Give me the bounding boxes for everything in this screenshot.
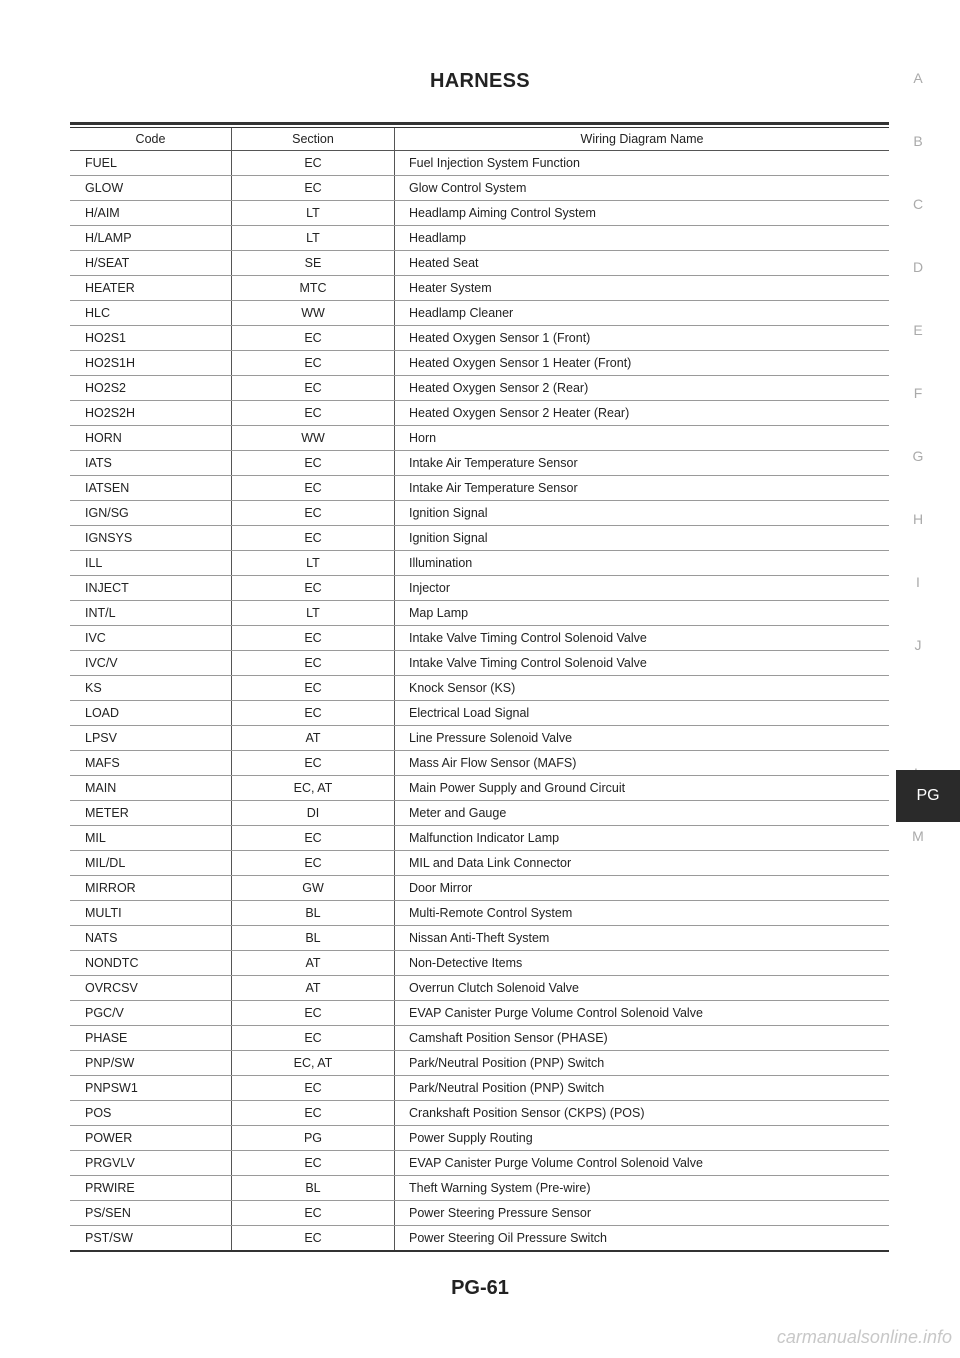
table-row <box>70 326 889 351</box>
cell-wiring-diagram-name: Theft Warning System (Pre-wire) <box>395 1176 890 1201</box>
cell-code: HO2S2H <box>70 401 232 426</box>
table-row <box>70 151 889 176</box>
cell-code: PNP/SW <box>70 1051 232 1076</box>
cell-wiring-diagram-name: Heated Oxygen Sensor 1 (Front) <box>395 326 890 351</box>
cell-section: EC <box>232 1151 395 1176</box>
cell-code: IVC <box>70 626 232 651</box>
cell-section: MTC <box>232 276 395 301</box>
cell-wiring-diagram-name: Line Pressure Solenoid Valve <box>395 726 890 751</box>
section-tab-e[interactable]: E <box>913 322 923 338</box>
section-tab-d[interactable]: D <box>912 259 924 275</box>
section-tab-i[interactable]: I <box>916 574 920 590</box>
cell-section: AT <box>232 951 395 976</box>
table-row <box>70 551 889 576</box>
cell-wiring-diagram-name: Injector <box>395 576 890 601</box>
cell-wiring-diagram-name: Horn <box>395 426 890 451</box>
harness-table <box>70 122 889 1252</box>
table-row <box>70 626 889 651</box>
cell-code: MAFS <box>70 751 232 776</box>
table-row <box>70 826 889 851</box>
table-row <box>70 226 889 251</box>
cell-wiring-diagram-name: EVAP Canister Purge Volume Control Solenoid Valve <box>395 1001 890 1026</box>
table-row <box>70 476 889 501</box>
cell-code: INT/L <box>70 601 232 626</box>
header-code: Code <box>70 128 232 151</box>
page-title: HARNESS <box>430 70 530 92</box>
cell-code: LOAD <box>70 701 232 726</box>
table-row <box>70 1226 889 1252</box>
cell-wiring-diagram-name: Mass Air Flow Sensor (MAFS) <box>395 751 890 776</box>
table-header-row <box>70 128 889 151</box>
cell-code: LPSV <box>70 726 232 751</box>
cell-wiring-diagram-name: Power Steering Oil Pressure Switch <box>395 1226 890 1252</box>
cell-wiring-diagram-name: Ignition Signal <box>395 501 890 526</box>
cell-code: IATS <box>70 451 232 476</box>
cell-wiring-diagram-name: Headlamp Cleaner <box>395 301 890 326</box>
table-row <box>70 276 889 301</box>
cell-wiring-diagram-name: Knock Sensor (KS) <box>395 676 890 701</box>
cell-code: H/LAMP <box>70 226 232 251</box>
cell-section: WW <box>232 426 395 451</box>
cell-wiring-diagram-name: Nissan Anti-Theft System <box>395 926 890 951</box>
cell-section: BL <box>232 901 395 926</box>
table-row <box>70 876 889 901</box>
cell-code: HO2S1H <box>70 351 232 376</box>
section-tab-active[interactable]: PG <box>896 770 960 822</box>
table-row <box>70 1201 889 1226</box>
watermark: carmanualsonline.info <box>776 1327 952 1347</box>
cell-section: PG <box>232 1126 395 1151</box>
cell-code: HLC <box>70 301 232 326</box>
cell-section: EC <box>232 676 395 701</box>
cell-section: EC <box>232 526 395 551</box>
cell-section: EC <box>232 176 395 201</box>
section-tab-j[interactable]: J <box>914 637 922 653</box>
cell-section: BL <box>232 1176 395 1201</box>
table-row <box>70 926 889 951</box>
table-row <box>70 726 889 751</box>
cell-code: MULTI <box>70 901 232 926</box>
section-tab-m[interactable]: M <box>912 828 924 844</box>
cell-code: GLOW <box>70 176 232 201</box>
cell-code: METER <box>70 801 232 826</box>
cell-section: EC <box>232 151 395 176</box>
table-row <box>70 451 889 476</box>
cell-wiring-diagram-name: Main Power Supply and Ground Circuit <box>395 776 890 801</box>
table-row <box>70 501 889 526</box>
table-row <box>70 701 889 726</box>
cell-section: SE <box>232 251 395 276</box>
cell-section: EC <box>232 626 395 651</box>
cell-section: EC <box>232 1001 395 1026</box>
cell-code: H/SEAT <box>70 251 232 276</box>
cell-code: HORN <box>70 426 232 451</box>
cell-section: EC, AT <box>232 1051 395 1076</box>
cell-section: AT <box>232 976 395 1001</box>
cell-wiring-diagram-name: Non-Detective Items <box>395 951 890 976</box>
table-row <box>70 426 889 451</box>
cell-wiring-diagram-name: Heater System <box>395 276 890 301</box>
cell-code: PRGVLV <box>70 1151 232 1176</box>
section-tab-c[interactable]: C <box>912 196 924 212</box>
cell-wiring-diagram-name: Park/Neutral Position (PNP) Switch <box>395 1051 890 1076</box>
table-row <box>70 1076 889 1101</box>
table-row <box>70 1001 889 1026</box>
table-row <box>70 1126 889 1151</box>
cell-wiring-diagram-name: Headlamp Aiming Control System <box>395 201 890 226</box>
cell-section: BL <box>232 926 395 951</box>
cell-wiring-diagram-name: Overrun Clutch Solenoid Valve <box>395 976 890 1001</box>
table-row <box>70 801 889 826</box>
cell-code: MIRROR <box>70 876 232 901</box>
cell-wiring-diagram-name: Camshaft Position Sensor (PHASE) <box>395 1026 890 1051</box>
cell-code: IGN/SG <box>70 501 232 526</box>
cell-wiring-diagram-name: Intake Air Temperature Sensor <box>395 451 890 476</box>
section-tab-g[interactable]: G <box>912 448 924 464</box>
cell-section: EC <box>232 401 395 426</box>
section-tab-f[interactable]: F <box>913 385 923 401</box>
cell-code: PS/SEN <box>70 1201 232 1226</box>
table-row <box>70 976 889 1001</box>
cell-code: PST/SW <box>70 1226 232 1252</box>
cell-section: EC <box>232 376 395 401</box>
cell-section: DI <box>232 801 395 826</box>
cell-code: FUEL <box>70 151 232 176</box>
cell-code: PNPSW1 <box>70 1076 232 1101</box>
cell-code: PHASE <box>70 1026 232 1051</box>
cell-section: EC <box>232 1076 395 1101</box>
table-row <box>70 576 889 601</box>
cell-code: HO2S2 <box>70 376 232 401</box>
table-row <box>70 351 889 376</box>
cell-section: EC <box>232 501 395 526</box>
cell-wiring-diagram-name: Headlamp <box>395 226 890 251</box>
cell-code: ILL <box>70 551 232 576</box>
cell-wiring-diagram-name: Heated Oxygen Sensor 1 Heater (Front) <box>395 351 890 376</box>
header-section: Section <box>232 128 395 151</box>
section-tab-h[interactable]: H <box>912 511 924 527</box>
cell-section: LT <box>232 601 395 626</box>
cell-section: EC <box>232 576 395 601</box>
cell-section: LT <box>232 201 395 226</box>
cell-wiring-diagram-name: Heated Oxygen Sensor 2 (Rear) <box>395 376 890 401</box>
cell-wiring-diagram-name: Glow Control System <box>395 176 890 201</box>
table-row <box>70 526 889 551</box>
cell-wiring-diagram-name: Multi-Remote Control System <box>395 901 890 926</box>
cell-section: EC, AT <box>232 776 395 801</box>
cell-section: EC <box>232 451 395 476</box>
table-row <box>70 651 889 676</box>
cell-section: WW <box>232 301 395 326</box>
cell-code: NATS <box>70 926 232 951</box>
cell-code: HEATER <box>70 276 232 301</box>
table-row <box>70 251 889 276</box>
cell-wiring-diagram-name: Door Mirror <box>395 876 890 901</box>
table-row <box>70 851 889 876</box>
section-tab-b[interactable]: B <box>913 133 923 149</box>
cell-section: EC <box>232 701 395 726</box>
table-row <box>70 1026 889 1051</box>
cell-code: POWER <box>70 1126 232 1151</box>
table-row <box>70 1051 889 1076</box>
cell-wiring-diagram-name: Park/Neutral Position (PNP) Switch <box>395 1076 890 1101</box>
cell-section: EC <box>232 1201 395 1226</box>
cell-section: EC <box>232 1226 395 1252</box>
table-row <box>70 301 889 326</box>
cell-code: MIL/DL <box>70 851 232 876</box>
cell-wiring-diagram-name: Malfunction Indicator Lamp <box>395 826 890 851</box>
cell-section: AT <box>232 726 395 751</box>
cell-wiring-diagram-name: MIL and Data Link Connector <box>395 851 890 876</box>
cell-wiring-diagram-name: Illumination <box>395 551 890 576</box>
cell-section: EC <box>232 476 395 501</box>
cell-code: HO2S1 <box>70 326 232 351</box>
cell-wiring-diagram-name: Electrical Load Signal <box>395 701 890 726</box>
cell-code: IATSEN <box>70 476 232 501</box>
section-tab-a[interactable]: A <box>913 70 923 86</box>
cell-section: GW <box>232 876 395 901</box>
cell-wiring-diagram-name: EVAP Canister Purge Volume Control Solenoid Valve <box>395 1151 890 1176</box>
cell-wiring-diagram-name: Heated Oxygen Sensor 2 Heater (Rear) <box>395 401 890 426</box>
cell-code: PGC/V <box>70 1001 232 1026</box>
table-row <box>70 1151 889 1176</box>
cell-code: NONDTC <box>70 951 232 976</box>
header-wiring-diagram-name: Wiring Diagram Name <box>395 128 890 151</box>
cell-wiring-diagram-name: Fuel Injection System Function <box>395 151 890 176</box>
table-row <box>70 676 889 701</box>
cell-section: EC <box>232 326 395 351</box>
cell-code: PRWIRE <box>70 1176 232 1201</box>
cell-code: KS <box>70 676 232 701</box>
cell-wiring-diagram-name: Meter and Gauge <box>395 801 890 826</box>
table-top-rule <box>70 122 889 125</box>
table-row <box>70 1176 889 1201</box>
cell-code: INJECT <box>70 576 232 601</box>
cell-section: EC <box>232 651 395 676</box>
cell-section: LT <box>232 226 395 251</box>
table-row <box>70 201 889 226</box>
cell-section: EC <box>232 351 395 376</box>
cell-code: MAIN <box>70 776 232 801</box>
cell-code: OVRCSV <box>70 976 232 1001</box>
cell-section: EC <box>232 751 395 776</box>
page-number: PG-61 <box>451 1277 509 1299</box>
cell-wiring-diagram-name: Intake Air Temperature Sensor <box>395 476 890 501</box>
cell-code: POS <box>70 1101 232 1126</box>
cell-section: EC <box>232 1026 395 1051</box>
table-row <box>70 776 889 801</box>
cell-wiring-diagram-name: Heated Seat <box>395 251 890 276</box>
table-body <box>70 151 889 1252</box>
table-row <box>70 401 889 426</box>
table-row <box>70 376 889 401</box>
table-row <box>70 951 889 976</box>
cell-section: LT <box>232 551 395 576</box>
cell-wiring-diagram-name: Power Supply Routing <box>395 1126 890 1151</box>
cell-code: H/AIM <box>70 201 232 226</box>
cell-wiring-diagram-name: Power Steering Pressure Sensor <box>395 1201 890 1226</box>
cell-code: IGNSYS <box>70 526 232 551</box>
wiring-diagram-table <box>70 128 889 1252</box>
cell-code: MIL <box>70 826 232 851</box>
cell-wiring-diagram-name: Intake Valve Timing Control Solenoid Valve <box>395 651 890 676</box>
table-row <box>70 901 889 926</box>
cell-wiring-diagram-name: Map Lamp <box>395 601 890 626</box>
table-row <box>70 601 889 626</box>
cell-section: EC <box>232 826 395 851</box>
cell-section: EC <box>232 851 395 876</box>
table-row <box>70 176 889 201</box>
cell-wiring-diagram-name: Intake Valve Timing Control Solenoid Valve <box>395 626 890 651</box>
cell-wiring-diagram-name: Crankshaft Position Sensor (CKPS) (POS) <box>395 1101 890 1126</box>
table-row <box>70 751 889 776</box>
cell-wiring-diagram-name: Ignition Signal <box>395 526 890 551</box>
table-row <box>70 1101 889 1126</box>
cell-section: EC <box>232 1101 395 1126</box>
cell-code: IVC/V <box>70 651 232 676</box>
